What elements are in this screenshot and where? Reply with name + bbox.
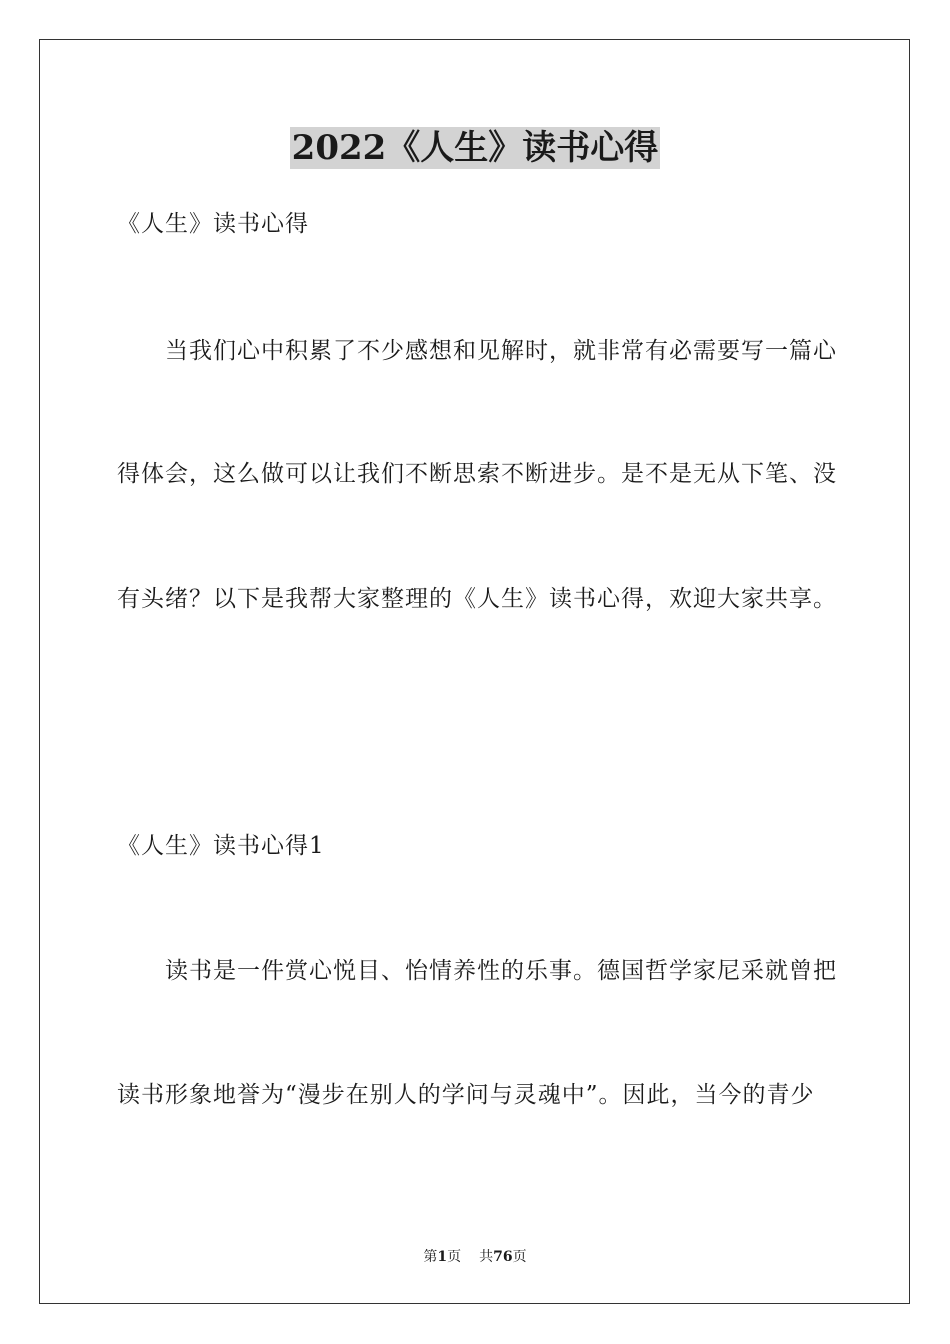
total-prefix: 共 — [479, 1249, 494, 1265]
page-footer — [0, 1248, 950, 1266]
total-suffix: 页 — [512, 1249, 527, 1265]
document-title-text: 2022《人生》读书心得 — [291, 128, 659, 168]
total-pages: 76 — [493, 1249, 513, 1265]
subtitle-line: 《人生》读书心得 — [117, 211, 309, 237]
page-suffix: 页 — [447, 1249, 462, 1265]
paragraph-line: 当我们心中积累了不少感想和见解时，就非常有必需要写一篇心 — [165, 338, 837, 364]
page-prefix: 第 — [423, 1249, 438, 1265]
section-heading: 《人生》读书心得1 — [117, 833, 325, 859]
paragraph-line: 得体会，这么做可以让我们不断思索不断进步。是不是无从下笔、没 — [117, 461, 837, 487]
document-title — [0, 127, 950, 169]
paragraph-line: 读书是一件赏心悦目、怡情养性的乐事。德国哲学家尼采就曾把 — [165, 958, 837, 984]
paragraph-line: 有头绪？以下是我帮大家整理的《人生》读书心得，欢迎大家共享。 — [117, 586, 837, 612]
paragraph-line: 读书形象地誉为“漫步在别人的学问与灵魂中”。因此，当今的青少 — [117, 1082, 815, 1108]
page-number: 1 — [437, 1249, 448, 1265]
